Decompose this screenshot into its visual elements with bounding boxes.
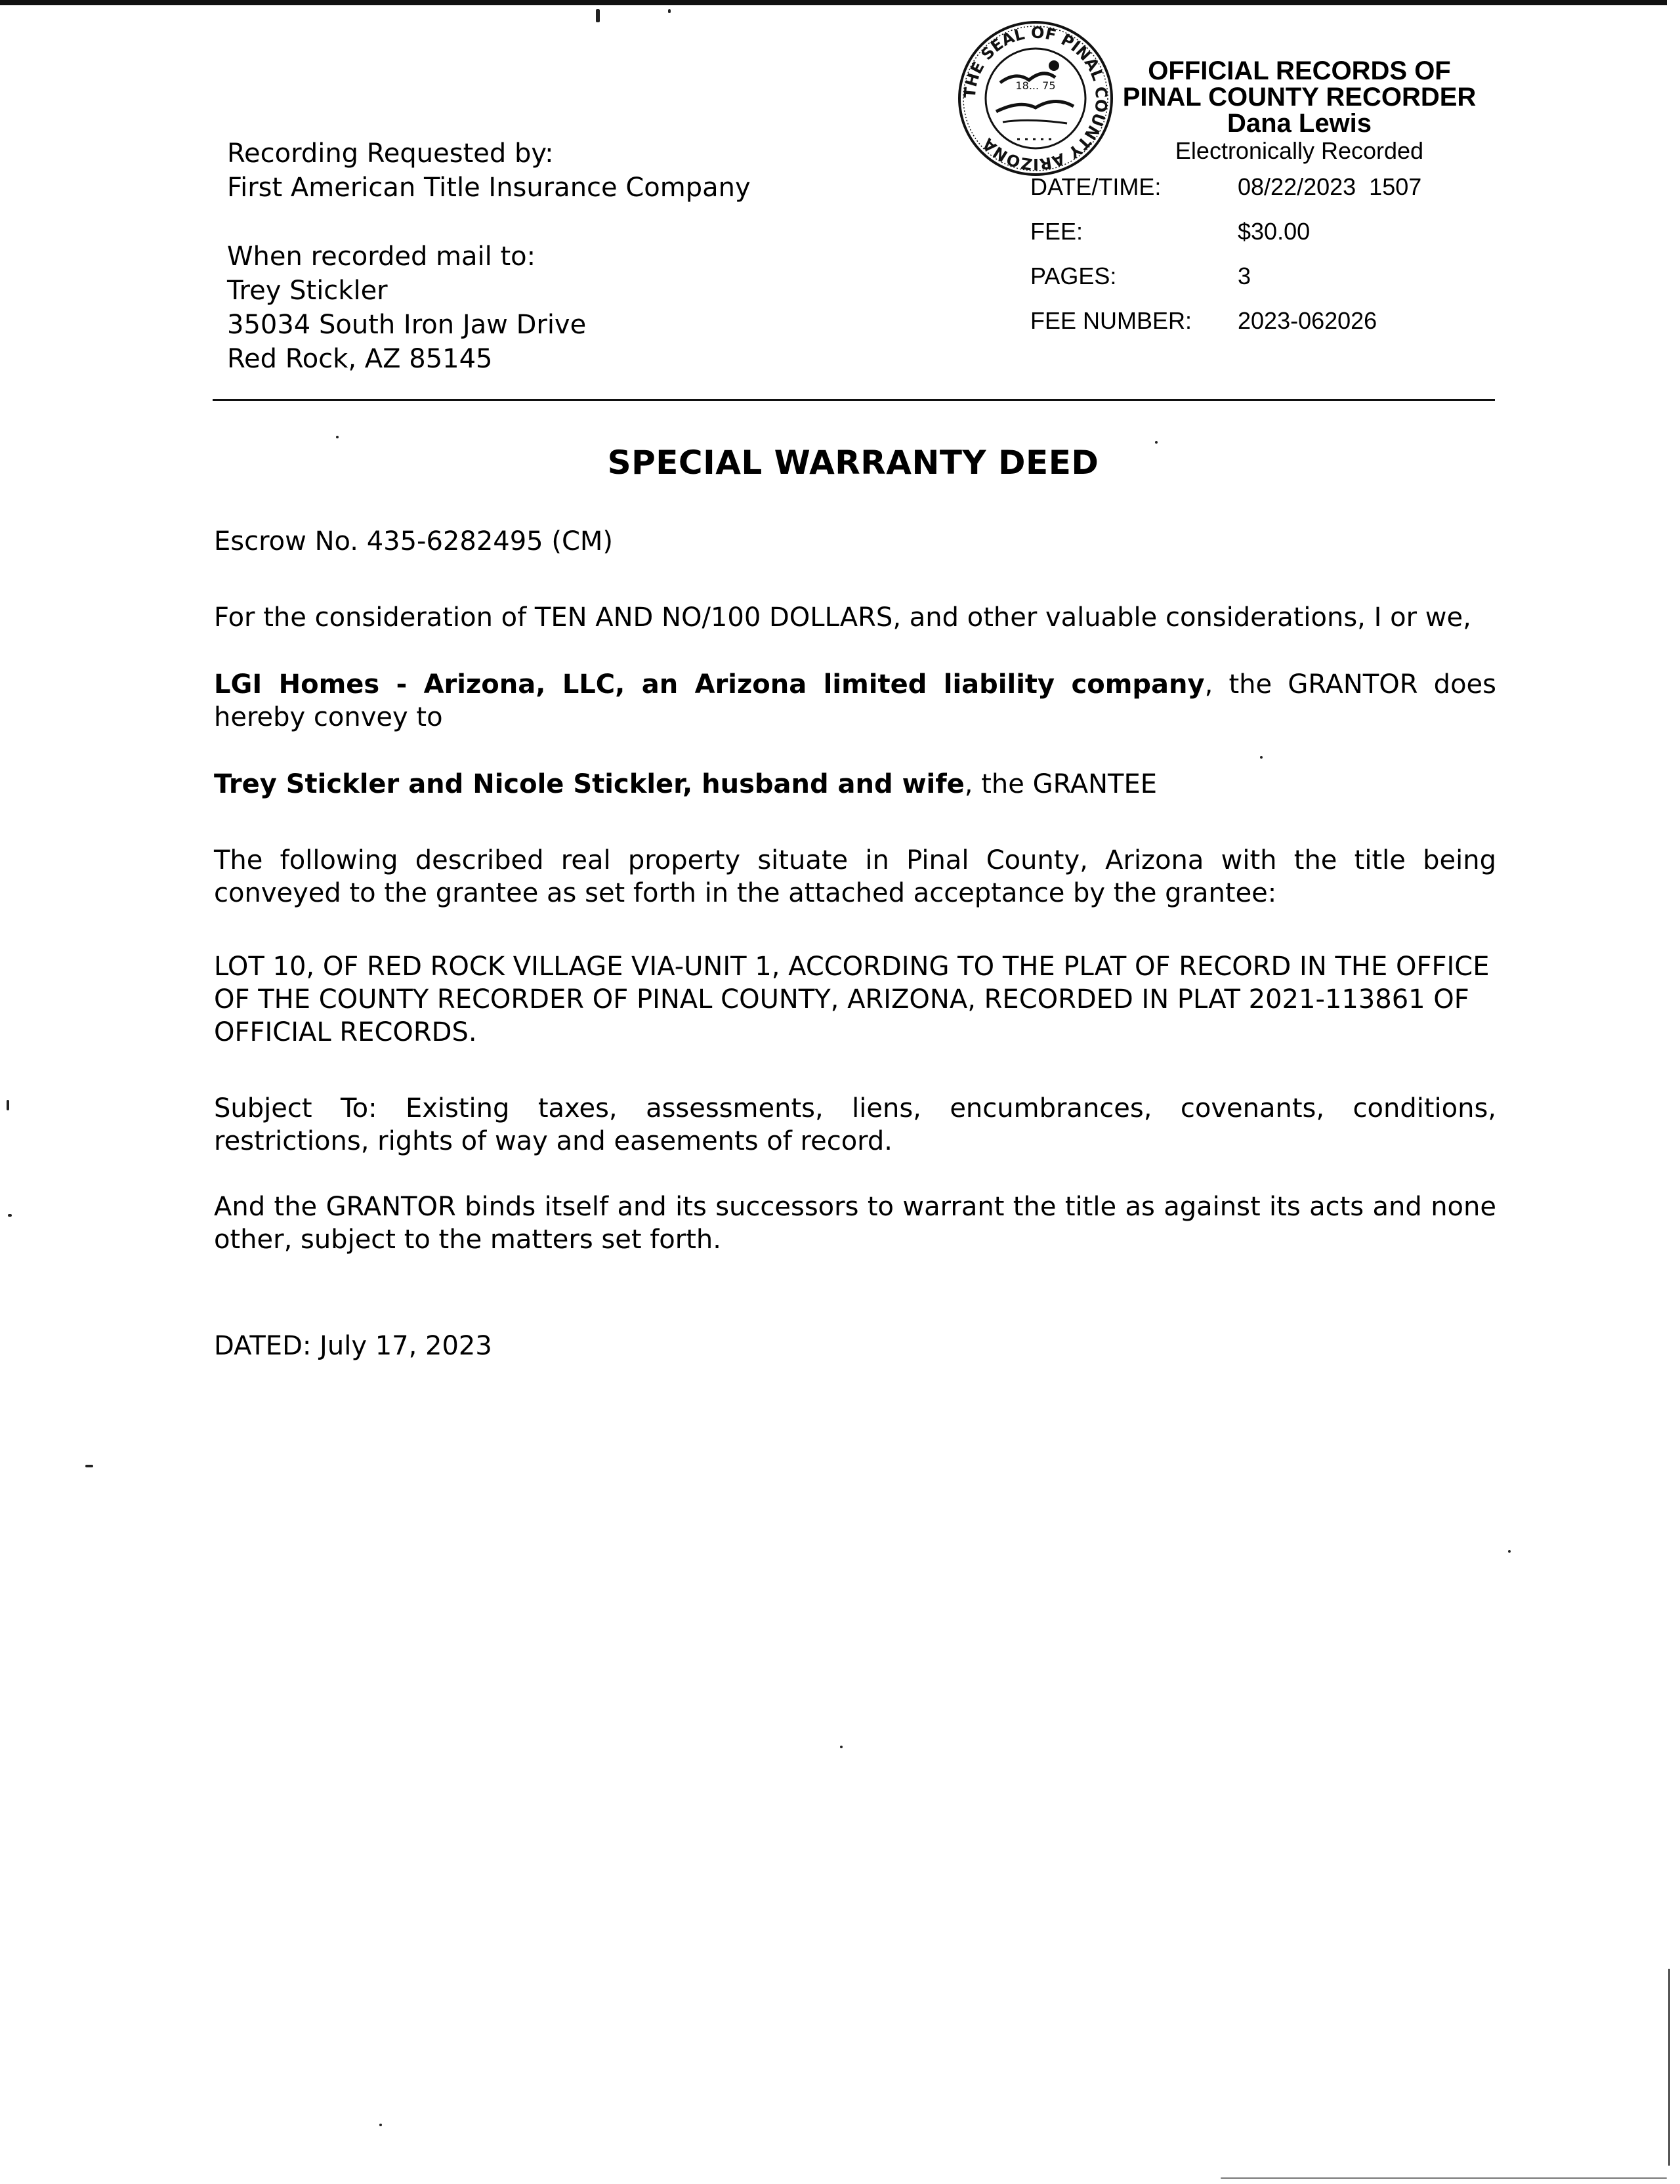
requested-by-company: First American Title Insurance Company	[227, 173, 751, 203]
header-divider	[213, 399, 1495, 401]
fee-value: $30.00	[1238, 218, 1311, 245]
scan-speck	[336, 436, 339, 438]
recording-requested-block	[227, 136, 751, 205]
mail-to-city: Red Rock, AZ 85145	[227, 344, 493, 374]
recorder-subtitle: Electronically Recorded	[1175, 137, 1424, 164]
scan-speck	[7, 1100, 9, 1110]
requested-by-label: Recording Requested by:	[227, 138, 554, 169]
svg-text:THE SEAL OF PINAL COUNTY ARIZO	[961, 24, 1111, 173]
scan-edge-mark	[1221, 2177, 1667, 2179]
date-time-value: 08/22/2023 1507	[1238, 173, 1422, 200]
recorder-name: Dana Lewis	[1227, 109, 1372, 138]
document-title: SPECIAL WARRANTY DEED	[607, 444, 1099, 482]
fee-number-label: FEE NUMBER:	[1030, 307, 1192, 334]
recorder-title-line1: OFFICIAL RECORDS OF	[1148, 56, 1451, 85]
mail-to-block	[227, 240, 586, 376]
scan-edge-mark	[1668, 1969, 1670, 2166]
escrow-number: Escrow No. 435-6282495 (CM)	[214, 526, 613, 556]
scan-speck	[596, 9, 600, 22]
grantor-paragraph	[214, 668, 1496, 734]
scan-speck	[8, 1214, 12, 1217]
scan-speck	[840, 1746, 843, 1748]
dated-line: DATED: July 17, 2023	[214, 1331, 492, 1361]
mail-to-name: Trey Stickler	[227, 276, 388, 306]
top-edge-rule	[0, 0, 1667, 5]
pages-label: PAGES:	[1030, 262, 1117, 289]
fee-label: FEE:	[1030, 218, 1083, 245]
grantor-name: LGI Homes - Arizona, LLC, an Arizona limited liability company	[214, 669, 1205, 700]
grantee-clause: , the GRANTEE	[964, 769, 1158, 799]
scan-speck	[379, 2124, 382, 2126]
seal-year: 18... 75	[1015, 79, 1056, 92]
scan-speck	[668, 9, 671, 13]
recorder-title-line2: PINAL COUNTY RECORDER	[1122, 83, 1477, 112]
county-seal-icon	[957, 20, 1114, 177]
pages-value: 3	[1238, 262, 1251, 289]
consideration-paragraph: For the consideration of TEN AND NO/100 DOLLARS, and other valuable considerations, I or we,	[214, 602, 1471, 633]
recorder-title	[1116, 58, 1483, 136]
grantee-paragraph	[214, 768, 1496, 801]
grantee-name: Trey Stickler and Nicole Stickler, husband and wife	[214, 769, 965, 799]
date-time-label: DATE/TIME:	[1030, 173, 1162, 200]
grantor-clause: , the GRANTOR does hereby convey to	[214, 669, 1496, 732]
mail-to-label: When recorded mail to:	[227, 242, 536, 272]
scan-speck	[85, 1465, 93, 1467]
subject-to-paragraph: Subject To: Existing taxes, assessments, liens, encumbrances, covenants, conditions, restrictions, rights of way and easements of record.	[214, 1093, 1496, 1156]
scan-speck	[1508, 1550, 1511, 1553]
warranty-paragraph: And the GRANTOR binds itself and its successors to warrant the title as against its acts and none other, subject to the matters set forth.	[214, 1192, 1496, 1255]
seal-ring-text: THE SEAL OF PINAL COUNTY ARIZONA	[960, 23, 1111, 174]
scan-speck	[1260, 756, 1263, 759]
legal-description: LOT 10, OF RED ROCK VILLAGE VIA-UNIT 1, ACCORDING TO THE PLAT OF RECORD IN THE OFFICE OF THE COUNTY RECORDER OF PINAL COUNTY, ARIZONA, RECORDED IN PLAT 2021-113861 OF OFFICIAL RECORDS.	[214, 952, 1490, 1047]
scan-speck	[1155, 441, 1158, 444]
property-intro-paragraph: The following described real property situate in Pinal County, Arizona with the title being conveyed to the grantee as set forth in the attached acceptance by the grantee:	[214, 845, 1496, 908]
fee-number-value: 2023-062026	[1238, 307, 1377, 334]
mail-to-street: 35034 South Iron Jaw Drive	[227, 310, 587, 340]
